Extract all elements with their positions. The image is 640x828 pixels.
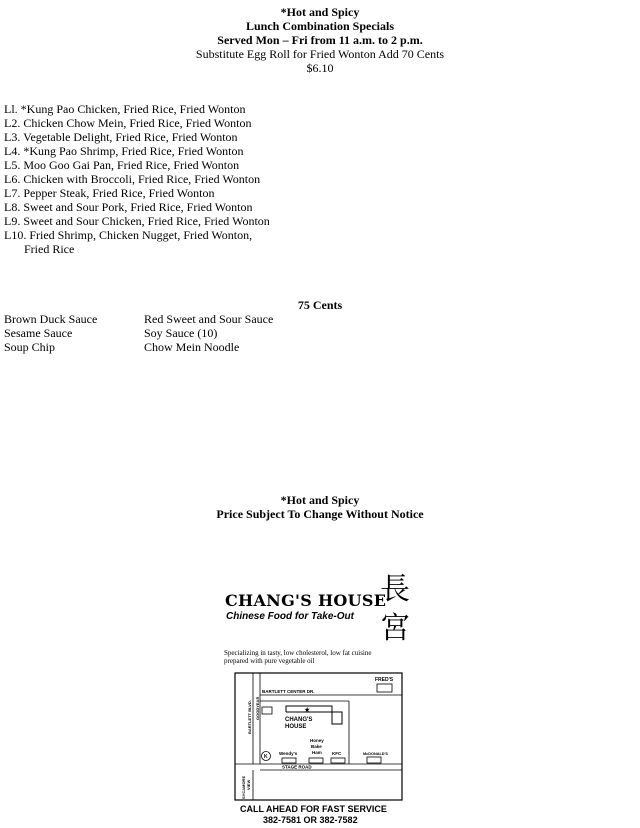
served-hours: Served Mon – Fri from 11 a.m. to 2 p.m. bbox=[217, 33, 423, 47]
list-item: L8. Sweet and Sour Pork, Fried Rice, Fried Wonton bbox=[4, 200, 253, 214]
map-label-honey: Honey bbox=[310, 738, 324, 743]
footer-hot-note: *Hot and Spicy bbox=[280, 493, 360, 507]
restaurant-tagline: Chinese Food for Take-Out bbox=[226, 611, 354, 622]
extras-price: 75 Cents bbox=[297, 298, 343, 312]
phone-numbers: 382-7581 OR 382-7582 bbox=[263, 815, 358, 825]
extra-item: Soy Sauce (10) bbox=[144, 326, 218, 340]
list-item: L9. Sweet and Sour Chicken, Fried Rice, Fried Wonton bbox=[4, 214, 270, 228]
map-label-changs-2: HOUSE bbox=[285, 724, 307, 730]
list-item: Fried Rice bbox=[24, 242, 75, 256]
list-item: L3. Vegetable Delight, Fried Rice, Fried Wonton bbox=[4, 130, 238, 144]
restaurant-name: CHANG'S HOUSE bbox=[225, 591, 387, 610]
ad-description-line-1: Specializing in tasty, low cholesterol, low fat cuisine bbox=[224, 649, 372, 657]
map-label-mcdonalds: McDONALD'S bbox=[363, 752, 388, 756]
price-notice: Price Subject To Change Without Notice bbox=[216, 507, 424, 521]
map-label-ham: Ham bbox=[312, 750, 322, 755]
list-item: L7. Pepper Steak, Fried Rice, Fried Wonton bbox=[4, 186, 215, 200]
list-item: L4. *Kung Pao Shrimp, Fried Rice, Fried Wonton bbox=[4, 144, 244, 158]
ad-description-line-2: prepared with pure vegetable oil bbox=[224, 657, 315, 665]
list-item: L2. Chicken Chow Mein, Fried Rice, Fried Wonton bbox=[4, 116, 252, 130]
list-item: Ll. *Kung Pao Chicken, Fried Rice, Fried Wonton bbox=[4, 102, 246, 116]
lunch-specials-title: Lunch Combination Specials bbox=[245, 19, 395, 33]
map-label-kfc: KFC bbox=[332, 751, 342, 756]
extra-item: Chow Mein Noodle bbox=[144, 340, 240, 354]
hot-spicy-note: *Hot and Spicy bbox=[280, 5, 360, 19]
location-map bbox=[234, 672, 404, 802]
extra-item: Red Sweet and Sour Sauce bbox=[144, 312, 274, 326]
map-label-bartlett-blvd: BARTLETT BLVD. bbox=[247, 700, 252, 734]
list-item: L10. Fried Shrimp, Chicken Nugget, Fried Wonton, bbox=[4, 228, 253, 242]
map-label-bake: Bake bbox=[311, 744, 322, 749]
map-label-changs-1: CHANG'S bbox=[285, 717, 313, 723]
chinese-character-bottom: 宮 bbox=[380, 612, 410, 645]
chinese-character-top: 長 bbox=[380, 573, 410, 606]
map-label-goodyear: GOODYEAR bbox=[255, 696, 260, 720]
lunch-price: $6.10 bbox=[306, 61, 334, 75]
list-item: L5. Moo Goo Gai Pan, Fried Rice, Fried Wonton bbox=[4, 158, 240, 172]
extra-item: Sesame Sauce bbox=[4, 326, 73, 340]
substitute-note: Substitute Egg Roll for Fried Wonton Add 70 Cents bbox=[195, 47, 445, 61]
map-label-freds: FRED'S bbox=[375, 677, 394, 683]
map-label-wendys: Wendy's bbox=[279, 751, 298, 756]
map-label-stage-road: STAGE ROAD bbox=[282, 764, 312, 770]
extra-item: Brown Duck Sauce bbox=[4, 312, 98, 326]
call-ahead-text: CALL AHEAD FOR FAST SERVICE bbox=[240, 804, 387, 814]
map-label-view: VIEW bbox=[246, 779, 251, 790]
map-label-bartlett-center: BARTLETT CENTER DR. bbox=[262, 689, 315, 694]
star-icon: ★ bbox=[304, 707, 311, 714]
list-item: L6. Chicken with Broccoli, Fried Rice, Fried Wonton bbox=[4, 172, 261, 186]
extra-item: Soup Chip bbox=[4, 340, 56, 354]
map-label-sycamore: SYCAMORE bbox=[241, 775, 246, 799]
map-label-k: K bbox=[264, 754, 268, 760]
